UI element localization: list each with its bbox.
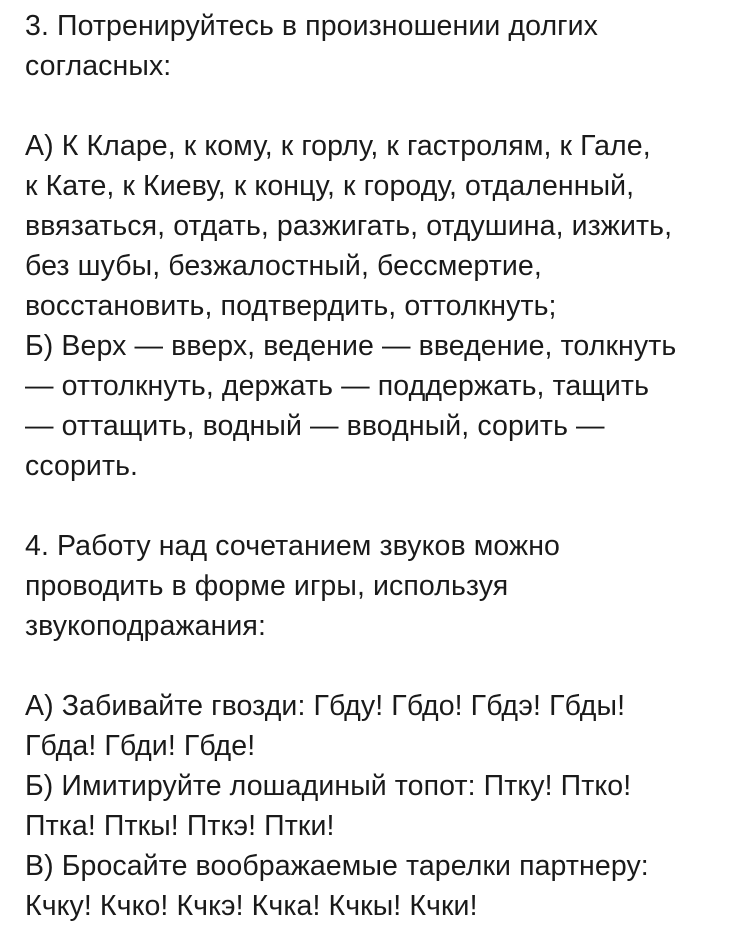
section-4-part-b-line-2: Птка! Пткы! Пткэ! Птки! <box>25 810 335 842</box>
section-3-part-b-line-4: ссорить. <box>25 450 139 482</box>
section-4-part-a-line-1: А) Забивайте гвозди: Гбду! Гбдо! Гбдэ! Гбды! <box>25 690 626 722</box>
section-4-part-c-line-2: Кчку! Кчко! Кчкэ! Кчка! Кчкы! Кчки! <box>25 890 478 922</box>
section-4-part-b-line-1: Б) Имитируйте лошадиный топот: Птку! Птко! <box>25 770 632 802</box>
section-3-part-a-line-4: без шубы, безжалостный, бессмертие, <box>25 250 542 282</box>
section-3-part-b-line-1: Б) Верх — вверх, ведение — введение, толкнуть <box>25 330 677 362</box>
section-3-part-a-line-2: к Кате, к Киеву, к концу, к городу, отдаленный, <box>25 170 635 202</box>
section-3-part-b-line-2: — оттолкнуть, держать — поддержать, тащить <box>25 370 650 402</box>
section-3-heading-line-2: согласных: <box>25 50 172 82</box>
section-3-part-b-line-3: — оттащить, водный — вводный, сорить — <box>25 410 605 442</box>
section-4-heading-line-3: звукоподражания: <box>25 610 266 642</box>
section-3-part-a-line-5: восстановить, подтвердить, оттолкнуть; <box>25 290 557 322</box>
section-4-heading-line-2: проводить в форме игры, используя <box>25 570 509 602</box>
section-4-part-c-line-1: В) Бросайте воображаемые тарелки партнеру: <box>25 850 649 882</box>
section-3-heading-line-1: 3. Потренируйтесь в произношении долгих <box>25 10 599 42</box>
section-3-part-a-line-3: ввязаться, отдать, разжигать, отдушина, изжить, <box>25 210 673 242</box>
section-4-heading-line-1: 4. Работу над сочетанием звуков можно <box>25 530 560 562</box>
section-4-part-a-line-2: Гбда! Гбди! Гбде! <box>25 730 256 762</box>
section-3-part-a-line-1: А) К Кларе, к кому, к горлу, к гастролям, к Гале, <box>25 130 651 162</box>
